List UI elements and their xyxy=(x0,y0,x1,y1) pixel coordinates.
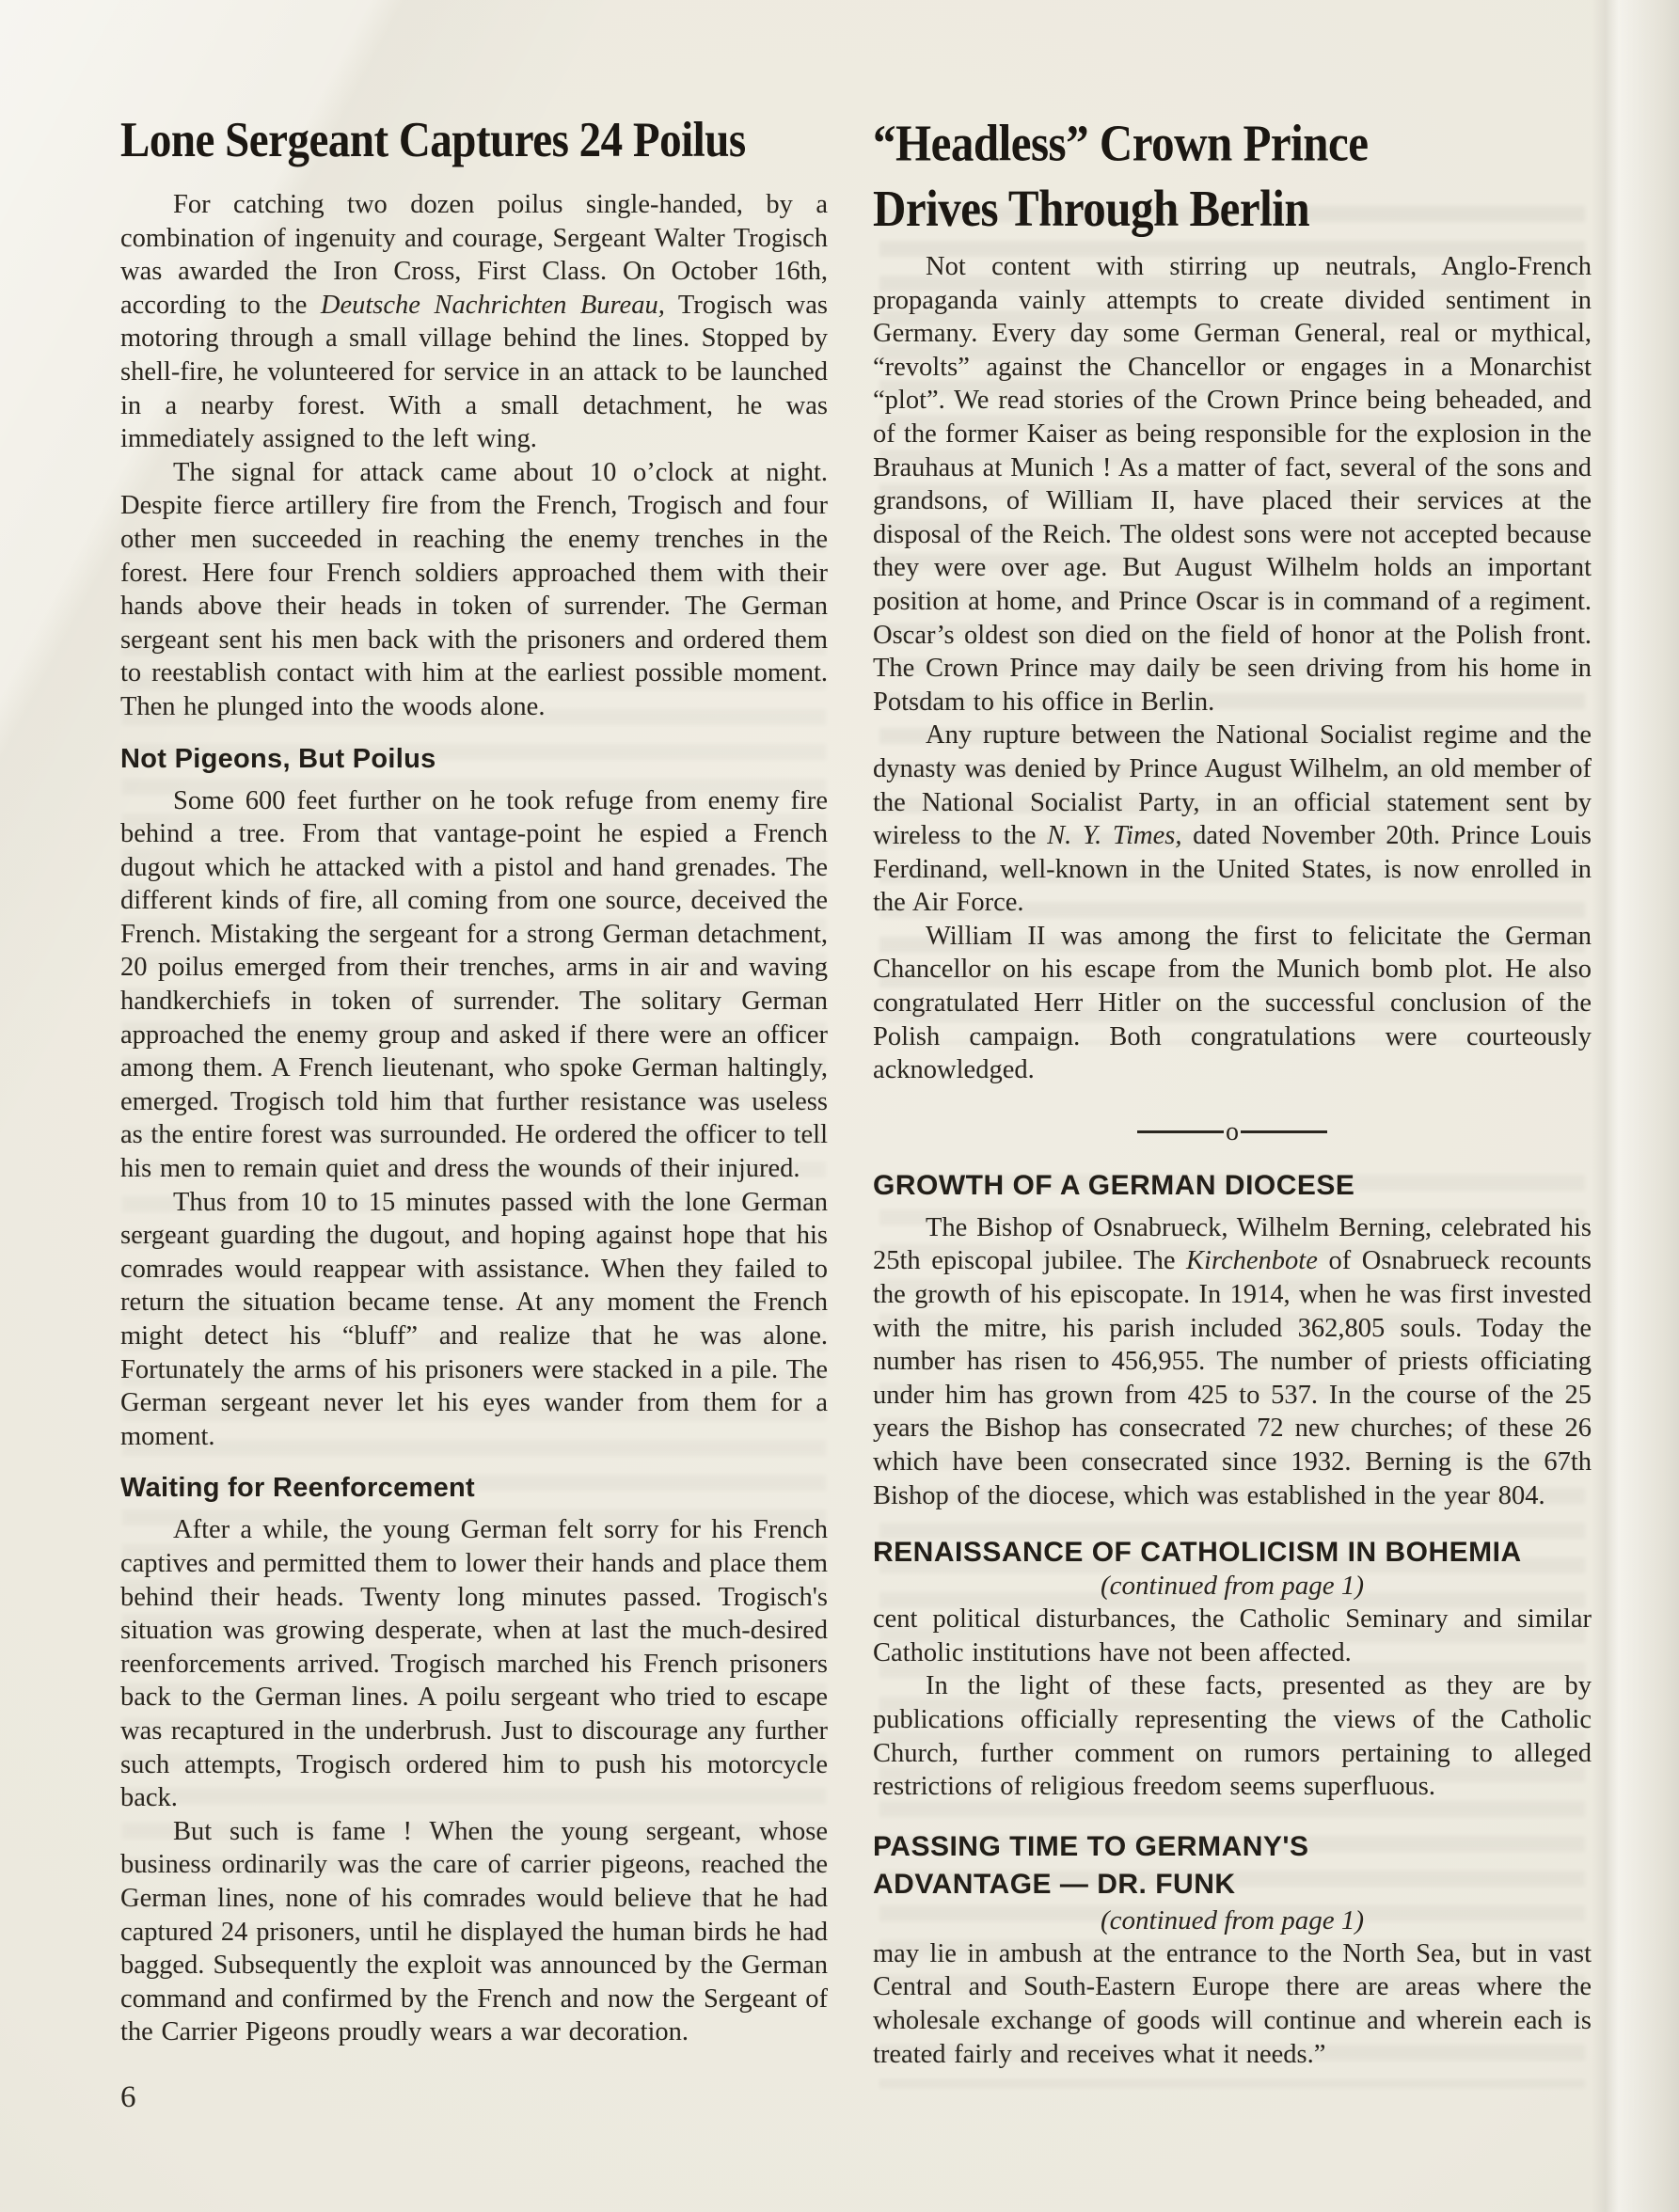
paragraph: Any rupture between the National Socialist regime and the dynasty was denied by Prince August Wilhelm, an old member of the National Socialist Party, in an official statement sent by wireless to the N. Y. Times, dated November 20th. Prince Louis Ferdinand, well-known in the United States, is now enrolled in the Air Force. xyxy=(873,720,1592,918)
paragraph: The signal for attack came about 10 o’clock at night. Despite fierce artillery fire from the French, Trogisch and four other men succeeded in reaching the enemy trenches in the forest. Here four French soldiers approached them with their hands above their heads in token of surrender. The German sergeant sent his men back with the prisoners and ordered them to reestablish contact with him at the earliest possible moment. Then he plunged into the woods alone. xyxy=(120,457,828,721)
section-heading: Not Pigeons, But Poilus xyxy=(120,743,436,774)
section-heading: RENAISSANCE OF CATHOLICISM IN BOHEMIA xyxy=(873,1537,1522,1569)
section-heading-line1: PASSING TIME TO GERMANY'S xyxy=(873,1830,1309,1862)
article-title-line1: “Headless” Crown Prince xyxy=(873,114,1369,172)
article-title-line2: Drives Through Berlin xyxy=(873,179,1310,238)
paragraph: But such is fame ! When the young sergeant, whose business ordinarily was the care of carrier pigeons, reached the German lines, none of his comrades would believe that he had captured 24 prisoners, until he displayed the human birds he had bagged. Subsequently the exploit was announced by the German command and confirmed by the French and now the Sergeant of the Carrier Pigeons proudly wears a war decoration. xyxy=(120,1816,828,2047)
paragraph: After a while, the young German felt sorry for his French captives and permitted them to lower their hands and place them behind their heads. Twenty long minutes passed. Trogisch's situation was growing desperate, when at last the much-desired reenforcements arrived. Trogisch marched his French prisoners back to the German lines. A poilu sergeant who tried to escape was recaptured in the underbrush. Just to discourage any further such attempts, Trogisch ordered him to push his motorcycle back. xyxy=(120,1515,828,1813)
paragraph: cent political disturbances, the Catholic Seminary and similar Catholic institutions have not been affected. xyxy=(873,1604,1592,1667)
section-divider xyxy=(873,1116,1592,1146)
section-heading: GROWTH OF A GERMAN DIOCESE xyxy=(873,1169,1355,1201)
paragraph: William II was among the first to felicitate the German Chancellor on his escape from the Munich bomb plot. He also congratulated Herr Hitler on the successful conclusion of the Polish campaign. Both congratulations were courteously acknowledged. xyxy=(873,921,1592,1085)
paragraph: Thus from 10 to 15 minutes passed with the lone German sergeant guarding the dugout, and hoping against hope that his comrades would reappear with assistance. When they failed to return the situation became tense. At any moment the French might detect his “bluff” and realize that he was alone. Fortunately the arms of his prisoners were stacked in a pile. The German sergeant never let his eyes wander from them for a moment. xyxy=(120,1187,828,1451)
article-title xyxy=(873,111,1592,242)
right-column xyxy=(873,111,1592,2071)
paragraph: Not content with stirring up neutrals, Anglo-French propaganda vainly attempts to create divided sentiment in Germany. Every day some German General, real or mythical, “revolts” against the Chancellor or engages in a Monarchist “plot”. We read stories of the Crown Prince being beheaded, and of the former Kaiser as being responsible for the explosion in the Brauhaus at Munich ! As a matter of fact, several of the sons and grandsons, of William II, have placed their services at the disposal of the Reich. The oldest sons were not accepted because they were over age. But August Wilhelm holds an important position at home, and Prince Oscar is in command of a regiment. Oscar’s oldest son died on the field of honor at the Polish front. The Crown Prince may daily be seen driving from his home in Potsdam to his office in Berlin. xyxy=(873,252,1592,717)
continued-from-note: (continued from page 1) xyxy=(1100,1904,1365,1936)
continued-from-note: (continued from page 1) xyxy=(1100,1571,1365,1602)
section-heading-line2: ADVANTAGE — DR. FUNK xyxy=(873,1868,1236,1900)
section-heading xyxy=(873,1828,1592,1904)
paragraph: Some 600 feet further on he took refuge from enemy fire behind a tree. From that vantage-point he espied a French dugout which he attacked with a pistol and hand grenades. The different kinds of fire, all coming from one source, deceived the French. Mistaking the sergeant for a strong German detachment, 20 poilus emerged from their trenches, arms in air and waving handkerchiefs in token of surrender. The solitary German approached the enemy group and asked if there were an officer among them. A French lieutenant, who spoke German haltingly, emerged. Trogisch told him that further resistance was useless as the entire forest was surrounded. He ordered the officer to tell his men to remain quiet and dress the wounds of their injured. xyxy=(120,785,828,1184)
paragraph: In the light of these facts, presented as they are by publications officially representing the views of the Catholic Church, further comment on rumors pertaining to alleged restrictions of religious freedom seems superfluous. xyxy=(873,1671,1592,1802)
divider-rule-right xyxy=(1241,1130,1327,1133)
left-column xyxy=(120,111,828,2071)
paragraph: The Bishop of Osnabrueck, Wilhelm Berning, celebrated his 25th episcopal jubilee. The Kirchenbote of Osnabrueck recounts the growth of his episcopate. In 1914, when he was first invested with the mitre, his parish included 362,805 souls. Today the number has risen to 456,955. The number of priests officiating under him has grown from 425 to 537. In the course of the 25 years the Bishop has consecrated 72 new churches; of these 26 which have been consecrated since 1932. Berning is the 67th Bishop of the diocese, which was established in the year 804. xyxy=(873,1212,1592,1510)
divider-rule-left xyxy=(1137,1130,1224,1133)
divider-glyph: o xyxy=(1226,1116,1239,1146)
page-number: 6 xyxy=(120,2080,136,2114)
article-title: Lone Sergeant Captures 24 Poilus xyxy=(120,113,746,168)
paragraph: may lie in ambush at the entrance to the North Sea, but in vast Central and South-Eastern Europe there are areas where the wholesale exchange of goods will continue and wherein each is treated fairly and receives what it needs.” xyxy=(873,1938,1592,2069)
section-heading: Waiting for Reenforcement xyxy=(120,1473,476,1504)
paragraph: For catching two dozen poilus single-handed, by a combination of ingenuity and courage, Sergeant Walter Trogisch was awarded the Iron Cross, First Class. On October 16th, according to the Deutsche Nachrichten Bureau, Trogisch was motoring through a small village behind the lines. Stopped by shell-fire, he volunteered for service in an attack to be launched in a nearby forest. With a small detachment, he was immediately assigned to the left wing. xyxy=(120,190,828,454)
